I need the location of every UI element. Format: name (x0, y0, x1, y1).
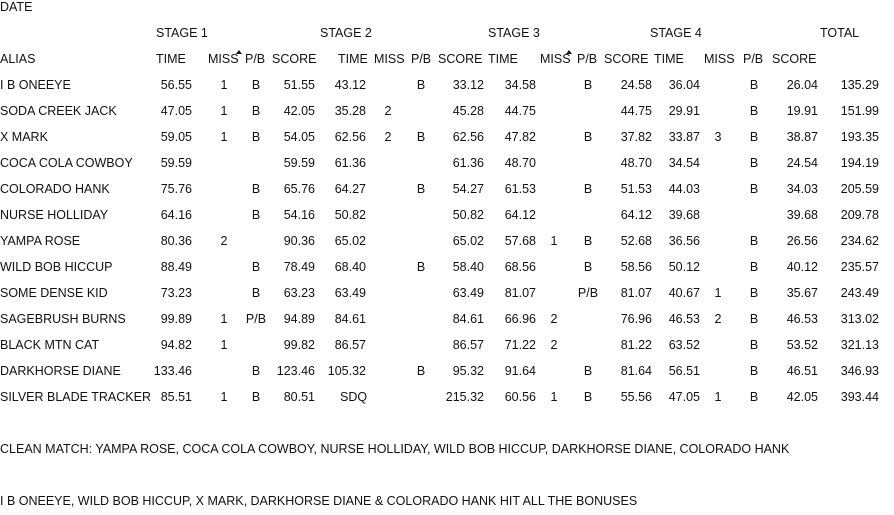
total-cell: 193.35 (840, 130, 879, 144)
alias-cell: X MARK (0, 130, 48, 144)
stage-3-time-cell: 60.56 (504, 390, 536, 404)
total-cell: 235.57 (840, 260, 879, 274)
stage-4-score-cell: 26.04 (786, 78, 818, 92)
stage-1-score-cell: 65.76 (283, 182, 315, 196)
stage-3-time-cell: 34.58 (504, 78, 536, 92)
alias-cell: COCA COLA COWBOY (0, 156, 133, 170)
clean-match-note: CLEAN MATCH: YAMPA ROSE, COCA COLA COWBOY, NURSE HOLLIDAY, WILD BOB HICCUP, DARKHORSE DIANE, COLORADO HANK (0, 442, 790, 456)
stage-1-time-cell: 59.05 (160, 130, 192, 144)
stage-2-score-cell: 63.49 (452, 286, 484, 300)
stage-4-score-cell: 35.67 (786, 286, 818, 300)
stage-1-miss-cell: 1 (220, 312, 228, 326)
stage-1-score-cell: 78.49 (283, 260, 315, 274)
stage-1-miss-cell: 1 (220, 104, 228, 118)
stage-4-pb-cell: B (749, 286, 759, 300)
stage-4-miss-cell: 1 (714, 286, 722, 300)
total-cell: 135.29 (840, 78, 879, 92)
stage-1-time-cell: 73.23 (160, 286, 192, 300)
stage-2-pb-cell: B (416, 78, 426, 92)
column-header-s2-miss: MISS (374, 52, 405, 66)
stage-2-pb-cell: B (416, 182, 426, 196)
stage-4-score-cell: 19.91 (786, 104, 818, 118)
stage-2-score-cell: 58.40 (452, 260, 484, 274)
stage-2-score-cell: 61.36 (452, 156, 484, 170)
stage-1-time-cell: 64.16 (160, 208, 192, 222)
stage-1-time-cell: 80.36 (160, 234, 192, 248)
alias-cell: BLACK MTN CAT (0, 338, 100, 352)
stage-1-miss-cell: 1 (220, 78, 228, 92)
stage-2-score-cell: 45.28 (452, 104, 484, 118)
stage-4-time-cell: 36.56 (668, 234, 700, 248)
stage-1-pb-cell: B (251, 260, 261, 274)
column-header-s2-pb: P/B (411, 52, 432, 66)
column-header-s4-miss: MISS (704, 52, 735, 66)
stage-2-time-cell: 84.61 (334, 312, 366, 326)
alias-cell: SODA CREEK JACK (0, 104, 117, 118)
stage-4-pb-cell: B (749, 78, 759, 92)
alias-cell: NURSE HOLLIDAY (0, 208, 109, 222)
stage-1-pb-cell: B (251, 364, 261, 378)
stage-4-score-cell: 46.51 (786, 364, 818, 378)
stage-3-score-cell: 81.07 (620, 286, 652, 300)
total-cell: 313.02 (840, 312, 879, 326)
stage-2-pb-cell: B (416, 130, 426, 144)
stage-1-miss-cell: 1 (220, 390, 228, 404)
column-header-s4-pb: P/B (743, 52, 764, 66)
stage-4-time-cell: 33.87 (668, 130, 700, 144)
stage-1-time-cell: 56.55 (160, 78, 192, 92)
stage-1-pb-cell: B (251, 104, 261, 118)
stage-4-time-cell: 34.54 (668, 156, 700, 170)
stage-3-time-cell: 66.96 (504, 312, 536, 326)
stage-2-score-cell: 62.56 (452, 130, 484, 144)
column-header-s3-time: TIME (488, 52, 518, 66)
stage-2-pb-cell: B (416, 364, 426, 378)
stage-3-pb-cell: B (583, 130, 593, 144)
stage-2-score-cell: 33.12 (452, 78, 484, 92)
alias-cell: SILVER BLADE TRACKER (0, 390, 151, 404)
alias-cell: I B ONEEYE (0, 78, 71, 92)
alias-cell: YAMPA ROSE (0, 234, 81, 248)
column-header-s1-miss: MISS (208, 52, 239, 66)
total-cell: 243.49 (840, 286, 879, 300)
column-header-s1-time: TIME (156, 52, 186, 66)
stage-4-time-cell: 44.03 (668, 182, 700, 196)
stage-1-pb-cell: B (251, 130, 261, 144)
stage-2-time-cell: 86.57 (334, 338, 366, 352)
stage-2-time-cell: 62.56 (334, 130, 366, 144)
total-cell: 321.13 (840, 338, 879, 352)
stage-3-time-cell: 91.64 (504, 364, 536, 378)
stage-4-score-cell: 40.12 (786, 260, 818, 274)
stage-1-time-cell: 94.82 (160, 338, 192, 352)
stage-1-pb-cell: P/B (245, 312, 267, 326)
stage-3-time-cell: 81.07 (504, 286, 536, 300)
stage-3-time-cell: 57.68 (504, 234, 536, 248)
stage-1-pb-cell: B (251, 78, 261, 92)
stage-2-time-cell: 65.02 (334, 234, 366, 248)
stage-3-miss-cell: 2 (550, 338, 558, 352)
stage-3-time-cell: 47.82 (504, 130, 536, 144)
stage-1-miss-cell: 1 (220, 130, 228, 144)
stage-4-time-cell: 47.05 (668, 390, 700, 404)
stage-4-score-cell: 34.03 (786, 182, 818, 196)
stage-2-miss-cell: 2 (384, 104, 392, 118)
stage-2-time-cell: 43.12 (334, 78, 366, 92)
stage-4-score-cell: 39.68 (786, 208, 818, 222)
stage-1-pb-cell: B (251, 390, 261, 404)
stage-3-time-cell: 61.53 (504, 182, 536, 196)
stage-1-time-cell: 47.05 (160, 104, 192, 118)
stage-3-score-cell: 81.22 (620, 338, 652, 352)
stage-4-time-cell: 56.51 (668, 364, 700, 378)
stage-3-miss-cell: 2 (550, 312, 558, 326)
total-cell: 205.59 (840, 182, 879, 196)
stage-4-miss-cell: 2 (714, 312, 722, 326)
stage-2-score-cell: 95.32 (452, 364, 484, 378)
stage-1-score-cell: 63.23 (283, 286, 315, 300)
column-header-s1-pb: P/B (245, 52, 266, 66)
stage-1-time-cell: 85.51 (160, 390, 192, 404)
stage-2-header: STAGE 2 (320, 26, 372, 40)
stage-2-score-cell: 84.61 (452, 312, 484, 326)
total-header: TOTAL (820, 26, 860, 40)
stage-1-score-cell: 90.36 (283, 234, 315, 248)
stage-4-score-cell: 26.56 (786, 234, 818, 248)
stage-3-score-cell: 44.75 (620, 104, 652, 118)
stage-4-time-cell: 63.52 (668, 338, 700, 352)
stage-1-score-cell: 123.46 (276, 364, 315, 378)
stage-4-score-cell: 42.05 (786, 390, 818, 404)
stage-4-time-cell: 29.91 (668, 104, 700, 118)
stage-3-time-cell: 64.12 (504, 208, 536, 222)
stage-2-score-cell: 50.82 (452, 208, 484, 222)
stage-1-time-cell: 75.76 (160, 182, 192, 196)
stage-3-score-cell: 81.64 (620, 364, 652, 378)
total-cell: 346.93 (840, 364, 879, 378)
comment-marker-icon (236, 50, 242, 54)
stage-1-pb-cell: B (251, 182, 261, 196)
stage-3-miss-cell: 1 (550, 234, 558, 248)
stage-4-miss-cell: 3 (714, 130, 722, 144)
alias-cell: DARKHORSE DIANE (0, 364, 121, 378)
stage-4-score-cell: 46.53 (786, 312, 818, 326)
stage-4-pb-cell: B (749, 104, 759, 118)
stage-3-score-cell: 52.68 (620, 234, 652, 248)
stage-3-pb-cell: B (583, 78, 593, 92)
stage-4-time-cell: 40.67 (668, 286, 700, 300)
stage-3-pb-cell: B (583, 234, 593, 248)
column-header-s4-score: SCORE (772, 52, 817, 66)
stage-2-time-cell: 105.32 (327, 364, 366, 378)
stage-2-time-cell: 64.27 (334, 182, 366, 196)
stage-3-header: STAGE 3 (488, 26, 540, 40)
stage-1-score-cell: 54.05 (283, 130, 315, 144)
stage-3-time-cell: 44.75 (504, 104, 536, 118)
stage-3-score-cell: 37.82 (620, 130, 652, 144)
column-header-s2-time: TIME (338, 52, 368, 66)
column-header-s1-score: SCORE (272, 52, 317, 66)
stage-2-time-cell: 63.49 (334, 286, 366, 300)
stage-1-pb-cell: B (251, 208, 261, 222)
stage-3-pb-cell: B (583, 364, 593, 378)
stage-3-score-cell: 24.58 (620, 78, 652, 92)
stage-4-pb-cell: B (749, 390, 759, 404)
alias-cell: SOME DENSE KID (0, 286, 108, 300)
stage-1-score-cell: 42.05 (283, 104, 315, 118)
stage-4-score-cell: 24.54 (786, 156, 818, 170)
stage-4-pb-cell: B (749, 130, 759, 144)
stage-4-score-cell: 38.87 (786, 130, 818, 144)
stage-4-time-cell: 50.12 (668, 260, 700, 274)
alias-cell: COLORADO HANK (0, 182, 110, 196)
stage-3-time-cell: 48.70 (504, 156, 536, 170)
stage-1-score-cell: 51.55 (283, 78, 315, 92)
stage-3-score-cell: 76.96 (620, 312, 652, 326)
stage-2-time-cell: SDQ (340, 390, 368, 404)
stage-2-time-cell: 68.40 (334, 260, 366, 274)
stage-1-score-cell: 59.59 (283, 156, 315, 170)
stage-3-time-cell: 68.56 (504, 260, 536, 274)
stage-2-time-cell: 35.28 (334, 104, 366, 118)
stage-4-pb-cell: B (749, 312, 759, 326)
total-cell: 209.78 (840, 208, 879, 222)
total-cell: 234.62 (840, 234, 879, 248)
stage-1-miss-cell: 2 (220, 234, 228, 248)
stage-3-score-cell: 55.56 (620, 390, 652, 404)
column-header-s3-pb: P/B (577, 52, 598, 66)
alias-cell: WILD BOB HICCUP (0, 260, 113, 274)
stage-3-score-cell: 51.53 (620, 182, 652, 196)
stage-4-pb-cell: B (749, 234, 759, 248)
stage-4-pb-cell: B (749, 338, 759, 352)
total-cell: 393.44 (840, 390, 879, 404)
alias-cell: SAGEBRUSH BURNS (0, 312, 126, 326)
stage-2-score-cell: 54.27 (452, 182, 484, 196)
stage-3-time-cell: 71.22 (504, 338, 536, 352)
stage-3-pb-cell: B (583, 260, 593, 274)
stage-1-score-cell: 99.82 (283, 338, 315, 352)
stage-1-pb-cell: B (251, 286, 261, 300)
stage-3-score-cell: 64.12 (620, 208, 652, 222)
stage-2-pb-cell: B (416, 260, 426, 274)
stage-1-score-cell: 54.16 (283, 208, 315, 222)
stage-2-miss-cell: 2 (384, 130, 392, 144)
stage-1-miss-cell: 1 (220, 338, 228, 352)
column-header-s4-time: TIME (654, 52, 684, 66)
stage-1-score-cell: 80.51 (283, 390, 315, 404)
stage-3-miss-cell: 1 (550, 390, 558, 404)
stage-4-pb-cell: B (749, 364, 759, 378)
column-header-s3-score: SCORE (604, 52, 649, 66)
stage-1-time-cell: 59.59 (160, 156, 192, 170)
comment-marker-icon (566, 50, 572, 54)
stage-1-score-cell: 94.89 (283, 312, 315, 326)
stage-4-time-cell: 36.04 (668, 78, 700, 92)
stage-4-score-cell: 53.52 (786, 338, 818, 352)
stage-1-time-cell: 133.46 (153, 364, 192, 378)
column-header-s2-score: SCORE (438, 52, 483, 66)
bonuses-note: I B ONEEYE, WILD BOB HICCUP, X MARK, DARKHORSE DIANE & COLORADO HANK HIT ALL THE BONUSES (0, 494, 638, 508)
stage-4-pb-cell: B (749, 156, 759, 170)
stage-1-header: STAGE 1 (156, 26, 208, 40)
stage-2-time-cell: 61.36 (334, 156, 366, 170)
stage-4-time-cell: 39.68 (668, 208, 700, 222)
stage-3-pb-cell: B (583, 390, 593, 404)
stage-4-pb-cell: B (749, 182, 759, 196)
stage-1-time-cell: 99.89 (160, 312, 192, 326)
stage-3-pb-cell: P/B (577, 286, 599, 300)
stage-2-score-cell: 86.57 (452, 338, 484, 352)
stage-2-score-cell: 65.02 (452, 234, 484, 248)
stage-4-pb-cell: B (749, 260, 759, 274)
stage-2-time-cell: 50.82 (334, 208, 366, 222)
column-header-alias: ALIAS (0, 52, 36, 66)
stage-4-miss-cell: 1 (714, 390, 722, 404)
stage-4-header: STAGE 4 (650, 26, 702, 40)
stage-1-time-cell: 88.49 (160, 260, 192, 274)
stage-2-score-cell: 215.32 (445, 390, 484, 404)
column-header-s3-miss: MISS (540, 52, 571, 66)
date-label: DATE (0, 0, 33, 14)
stage-3-score-cell: 58.56 (620, 260, 652, 274)
stage-3-pb-cell: B (583, 182, 593, 196)
total-cell: 151.99 (840, 104, 879, 118)
total-cell: 194.19 (840, 156, 879, 170)
stage-4-time-cell: 46.53 (668, 312, 700, 326)
stage-3-score-cell: 48.70 (620, 156, 652, 170)
